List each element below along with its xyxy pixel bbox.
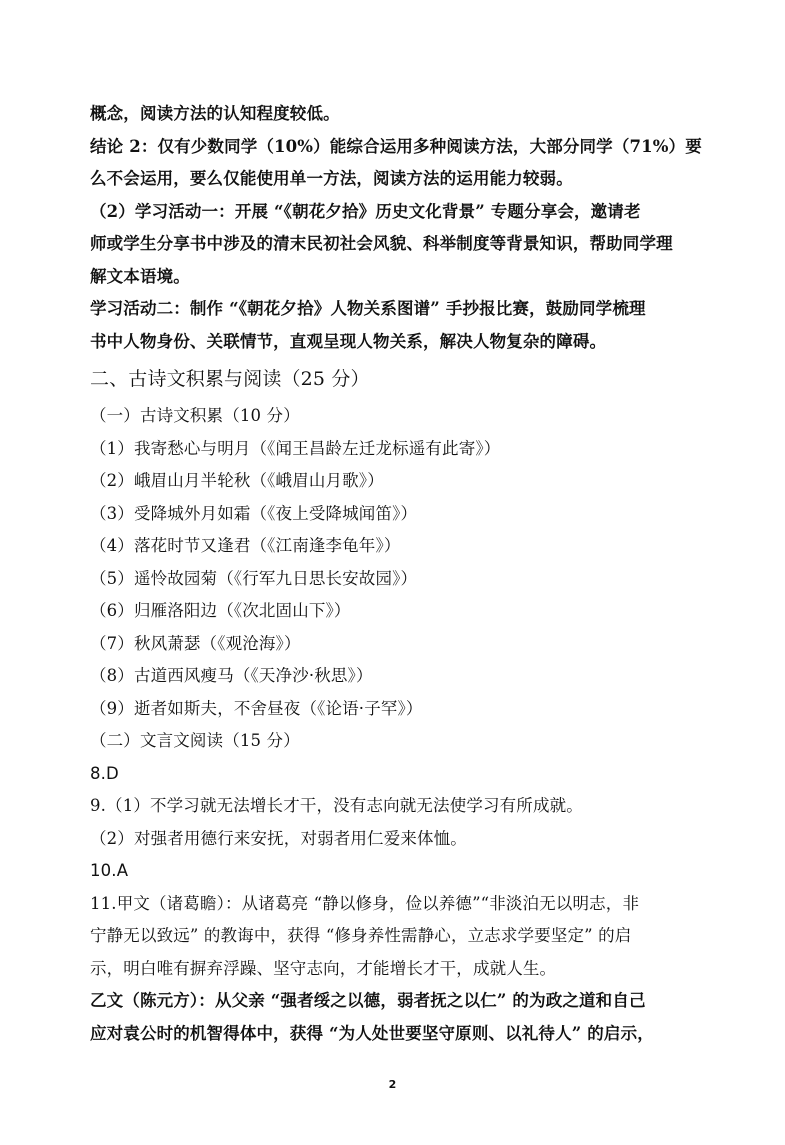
text-line: 结论 2：仅有少数同学（10%）能综合运用多种阅读方法，大部分同学（71%）要 (90, 136, 702, 156)
answer-line: 11.甲文（诸葛瞻）：从诸葛亮 “静以修身，俭以养德”“非淡泊无以明志，非 (90, 893, 640, 913)
answer-line: 10.A (90, 861, 129, 880)
text-line: 学习活动二：制作 “《朝花夕拾》人物关系图谱” 手抄报比赛，鼓励同学梳理 (90, 299, 646, 318)
text-line: 概念，阅读方法的认知程度较低。 (90, 104, 340, 123)
answer-line: 宁静无以致远” 的教诲中，获得 “修身养性需静心，立志求学要坚定” 的启 (90, 926, 632, 945)
poem-line: （7）秋风萧瑟（《观沧海》） (90, 633, 301, 653)
text-line: 书中人物身份、关联情节，直观呈现人物关系，解决人物复杂的障碍。 (90, 331, 607, 351)
poem-line: （5）遥怜故园菊（《行军九日思长安故园》） (90, 568, 418, 588)
text-line: 师或学生分享书中涉及的清末民初社会风貌、科举制度等背景知识，帮助同学理 (90, 234, 673, 253)
text-line: 么不会运用，要么仅能使用单一方法，阅读方法的运用能力较弱。 (90, 169, 573, 188)
answer-line: 9.（1）不学习就无法增长才干，没有志向就无法使学习有所成就。 (90, 796, 583, 815)
answer-line: 应对袁公时的机智得体中，获得 “为人处世要坚守原则、以礼待人” 的启示， (90, 1023, 654, 1043)
answer-line: 8.D (90, 763, 119, 783)
poem-line: （4）落花时节又逢君（《江南逢李龟年》） (90, 536, 401, 555)
part2-title: （二）文言文阅读（15 分） (90, 731, 300, 750)
page-number: 2 (388, 1078, 397, 1091)
answer-line: （2）对强者用德行来安抚，对弱者用仁爱来体恤。 (90, 828, 467, 848)
poem-line: （6）归雁洛阳边（《次北固山下》） (90, 601, 351, 620)
poem-line: （1）我寄愁心与明月（《闻王昌龄左迁龙标遥有此寄》） (90, 438, 501, 458)
answer-line: 乙文（陈元方）：从父亲 “强者绥之以德，弱者抚之以仁” 的为政之道和自己 (90, 991, 646, 1010)
text-line: （2）学习活动一：开展 “《朝花夕拾》历史文化背景” 专题分享会，邀请老 (90, 201, 641, 221)
text-line: 解文本语境。 (90, 266, 190, 286)
poem-line: （9）逝者如斯夫，不舍昼夜（《论语·子罕》） (90, 698, 423, 718)
answer-line: 示，明白唯有摒弃浮躁、坚守志向，才能增长才干，成就人生。 (90, 958, 557, 978)
document-body (90, 98, 702, 1050)
poem-line: （2）峨眉山月半轮秋（《峨眉山月歌》） (90, 471, 384, 490)
part1-title: （一）古诗文积累（10 分） (90, 406, 300, 425)
section-title: 二、古诗文积累与阅读（25 分） (90, 368, 370, 390)
poem-line: （8）古道西风瘦马（《天净沙·秋思》） (90, 666, 373, 685)
poem-line: （3）受降城外月如霜（《夜上受降城闻笛》） (90, 503, 418, 523)
